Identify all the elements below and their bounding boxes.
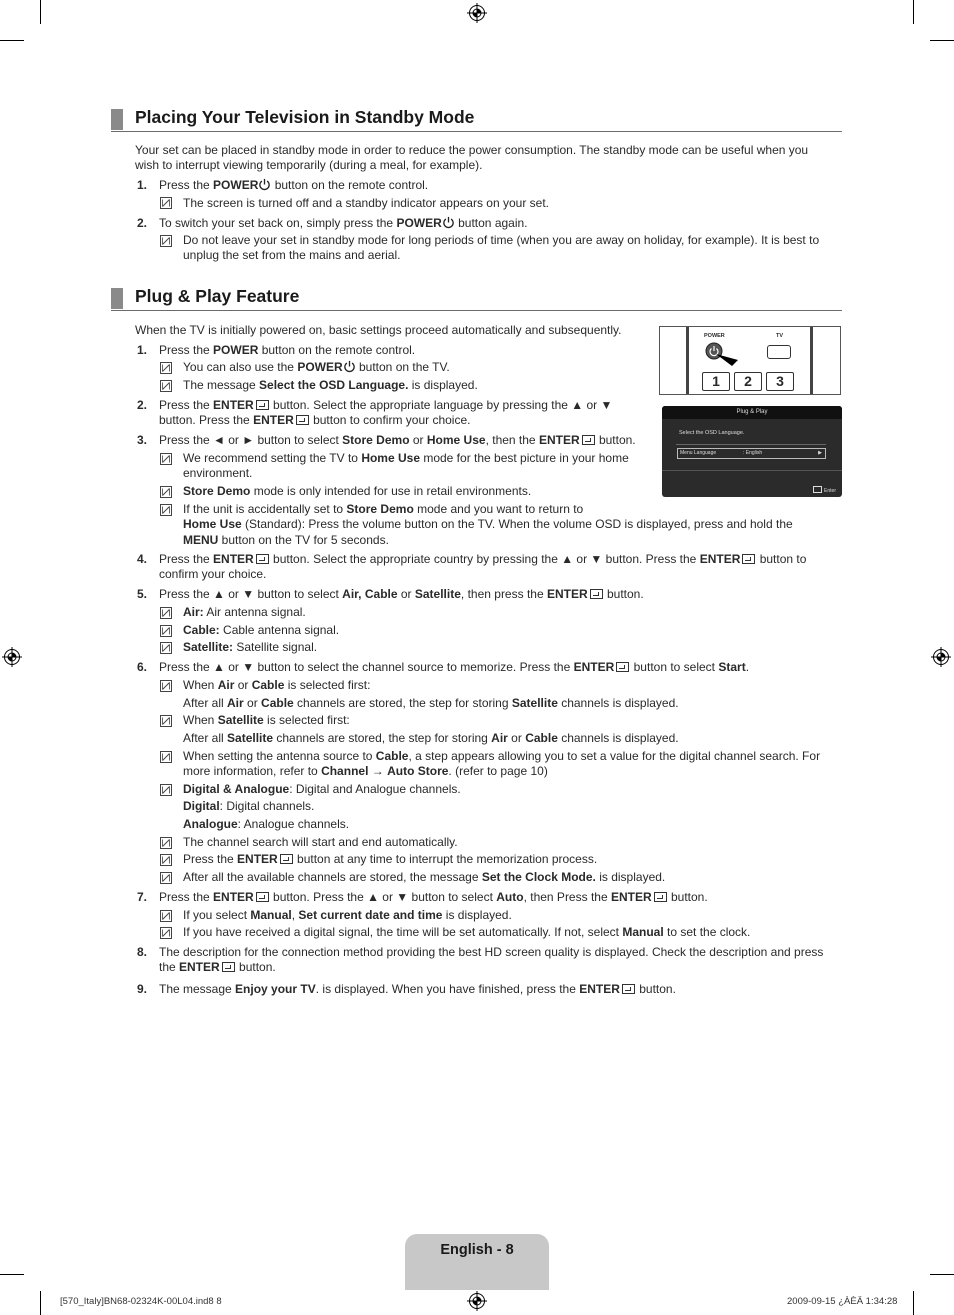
crop-mark: [40, 0, 41, 24]
crop-mark: [0, 1274, 24, 1275]
osd-menu-value: : English: [743, 450, 763, 456]
enter-icon: [256, 892, 269, 902]
registration-mark-icon: [467, 1291, 487, 1311]
note-text: We recommend setting the TV to Home Use mode for the best picture in your home environment.: [183, 451, 629, 481]
note-text: Air: Air antenna signal.: [183, 605, 306, 619]
section-heading-standby: [111, 109, 842, 132]
enter-icon: [280, 854, 293, 864]
note-icon: [160, 453, 172, 465]
power-button-icon: [702, 339, 750, 371]
step-text: The description for the connection method providing the best HD screen quality is displayed. Check the description and press the ENTER button.: [159, 945, 824, 975]
note-text: Cable: Cable antenna signal.: [183, 623, 340, 637]
step-number: 7.: [137, 890, 148, 904]
step-number: 6.: [137, 660, 148, 674]
enter-icon: [742, 554, 755, 564]
note-icon: [160, 642, 172, 654]
note-text: When Air or Cable is selected first:: [183, 678, 371, 692]
note-icon: [160, 854, 172, 866]
tv-label: TV: [776, 333, 784, 339]
osd-enter-hint: Enter: [813, 486, 836, 494]
enter-icon: [813, 486, 822, 493]
note-icon: [160, 235, 172, 247]
section-title: Plug & Play Feature: [135, 286, 300, 306]
heading-bar: [111, 288, 123, 309]
remote-illustration: [659, 326, 841, 395]
section-heading-plug-and-play: [111, 288, 842, 311]
note-icon: [160, 625, 172, 637]
note-text: If the unit is accidentally set to Store Demo mode and you want to return to Home Use (Standard): Press the volume button on the TV. When the volume OSD is displayed, press and hold the MENU button on the TV for 5 seconds.: [183, 502, 793, 547]
note-icon: [160, 910, 172, 922]
step-number: 1.: [137, 178, 148, 192]
enter-icon: [222, 962, 235, 972]
enter-icon: [296, 415, 309, 425]
note-icon: [160, 607, 172, 619]
power-icon: [258, 178, 271, 191]
registration-mark-icon: [467, 3, 487, 23]
crop-mark: [930, 1274, 954, 1275]
osd-menu-label: Menu Language: [680, 450, 717, 456]
note-text: After all the available channels are stored, the message Set the Clock Mode. is displayed.: [183, 870, 666, 884]
enter-icon: [256, 554, 269, 564]
intro-paragraph: When the TV is initially powered on, basic settings proceed automatically and subsequently.: [135, 323, 622, 337]
step-text: The message Enjoy your TV. is displayed. When you have finished, press the ENTER button.: [159, 982, 676, 996]
osd-menu-language-row: [677, 448, 826, 459]
print-slug-right: 2009-09-15 ¿ÀÈÄ 1:34:28: [787, 1296, 898, 1307]
step-text: To switch your set back on, simply press the POWER button again.: [159, 216, 528, 230]
enter-icon: [654, 892, 667, 902]
step-text: Press the ▲ or ▼ button to select Air, Cable or Satellite, then press the ENTER button.: [159, 587, 644, 601]
note-icon: [160, 197, 172, 209]
heading-bar: [111, 109, 123, 130]
note-icon: [160, 927, 172, 939]
step-text: Press the ▲ or ▼ button to select the channel source to memorize. Press the ENTER button to select Start.: [159, 660, 750, 674]
key-2: 2: [734, 372, 762, 391]
note-text: The message Select the OSD Language. is displayed.: [183, 378, 478, 392]
note-icon: [160, 784, 172, 796]
step-number: 9.: [137, 982, 148, 996]
note-icon: [160, 380, 172, 392]
enter-icon: [616, 662, 629, 672]
note-icon: [160, 680, 172, 692]
crop-mark: [913, 0, 914, 24]
page-number-tab: [405, 1234, 549, 1290]
note-icon: [160, 504, 172, 516]
enter-icon: [590, 589, 603, 599]
note-text: Do not leave your set in standby mode for long periods of time (when you are away on holiday, for example). It is best to unplug the set from the mains and aerial.: [183, 233, 820, 263]
key-3: 3: [766, 372, 794, 391]
print-slug-left: [570_Italy]BN68-02324K-00L04.ind8 8: [60, 1296, 222, 1307]
crop-mark: [930, 40, 954, 41]
enter-icon: [582, 435, 595, 445]
key-1: 1: [702, 372, 730, 391]
note-text: When setting the antenna source to Cable, a step appears allowing you to set a value for the digital channel search. For more information, refer to Channel → Auto Store. (refer to page 10): [183, 749, 821, 779]
note-text: If you have received a digital signal, the time will be set automatically. If not, select Manual to set the clock.: [183, 925, 751, 939]
step-number: 5.: [137, 587, 148, 601]
step-number: 2.: [137, 398, 148, 412]
note-text: Press the ENTER button at any time to interrupt the memorization process.: [183, 852, 598, 866]
osd-divider: [676, 444, 826, 445]
osd-arrow-right-icon: ▶: [818, 450, 822, 456]
power-icon: [442, 216, 455, 229]
note-text: Satellite: Satellite signal.: [183, 640, 318, 654]
section-title: Placing Your Television in Standby Mode: [135, 107, 475, 127]
remote-edge: [810, 327, 813, 395]
step-text: Press the ◄ or ► button to select Store Demo or Home Use, then the ENTER button.: [159, 433, 636, 447]
note-icon: [160, 837, 172, 849]
enter-icon: [622, 984, 635, 994]
note-text: The screen is turned off and a standby indicator appears on your set.: [183, 196, 549, 210]
crop-mark: [913, 1291, 914, 1315]
crop-mark: [40, 1291, 41, 1315]
note-icon: [160, 362, 172, 374]
power-icon: [343, 360, 356, 373]
osd-divider: [662, 470, 842, 471]
step-number: 8.: [137, 945, 148, 959]
page-number: English - 8: [440, 1242, 514, 1258]
step-text: Press the POWER button on the remote control.: [159, 343, 416, 357]
note-text: After all Air or Cable channels are stored, the step for storing Satellite channels is displayed.: [183, 696, 679, 710]
registration-mark-icon: [2, 647, 22, 667]
note-text: Digital & Analogue: Digital and Analogue channels.: [183, 782, 461, 796]
step-number: 3.: [137, 433, 148, 447]
step-number: 2.: [137, 216, 148, 230]
step-text: Press the POWER button on the remote control.: [159, 178, 429, 192]
note-text: The channel search will start and end automatically.: [183, 835, 458, 849]
osd-screen: [662, 406, 842, 497]
note-text: Analogue: Analogue channels.: [183, 817, 350, 831]
enter-icon: [256, 400, 269, 410]
crop-mark: [0, 40, 24, 41]
osd-prompt: Select the OSD Language.: [679, 430, 745, 436]
note-icon: [160, 486, 172, 498]
step-number: 4.: [137, 552, 148, 566]
note-text: If you select Manual, Set current date and time is displayed.: [183, 908, 512, 922]
step-number: 1.: [137, 343, 148, 357]
step-text: Press the ENTER button. Press the ▲ or ▼ button to select Auto, then Press the ENTER button.: [159, 890, 708, 904]
note-text: After all Satellite channels are stored, the step for storing Air or Cable channels is displayed.: [183, 731, 679, 745]
registration-mark-icon: [931, 647, 951, 667]
note-icon: [160, 751, 172, 763]
step-text: Press the ENTER button. Select the appropriate country by pressing the ▲ or ▼ button. Press the ENTER button to confirm your choice.: [159, 552, 807, 582]
note-icon: [160, 872, 172, 884]
intro-paragraph: Your set can be placed in standby mode in order to reduce the power consumption. The standby mode can be useful when you wish to interrupt viewing temporarily (during a meal, for example).: [135, 143, 809, 173]
remote-edge: [686, 327, 689, 395]
note-text: Digital: Digital channels.: [183, 799, 315, 813]
tv-button: [767, 345, 791, 359]
note-icon: [160, 715, 172, 727]
note-text: When Satellite is selected first:: [183, 713, 350, 727]
power-label: POWER: [704, 333, 725, 339]
note-text: You can also use the POWER button on the TV.: [183, 360, 450, 374]
osd-title: Plug & Play: [662, 406, 842, 419]
note-text: Store Demo mode is only intended for use in retail environments.: [183, 484, 532, 498]
step-text: Press the ENTER button. Select the appropriate language by pressing the ▲ or ▼ button. Press the ENTER button to confirm your choice.: [159, 398, 613, 428]
